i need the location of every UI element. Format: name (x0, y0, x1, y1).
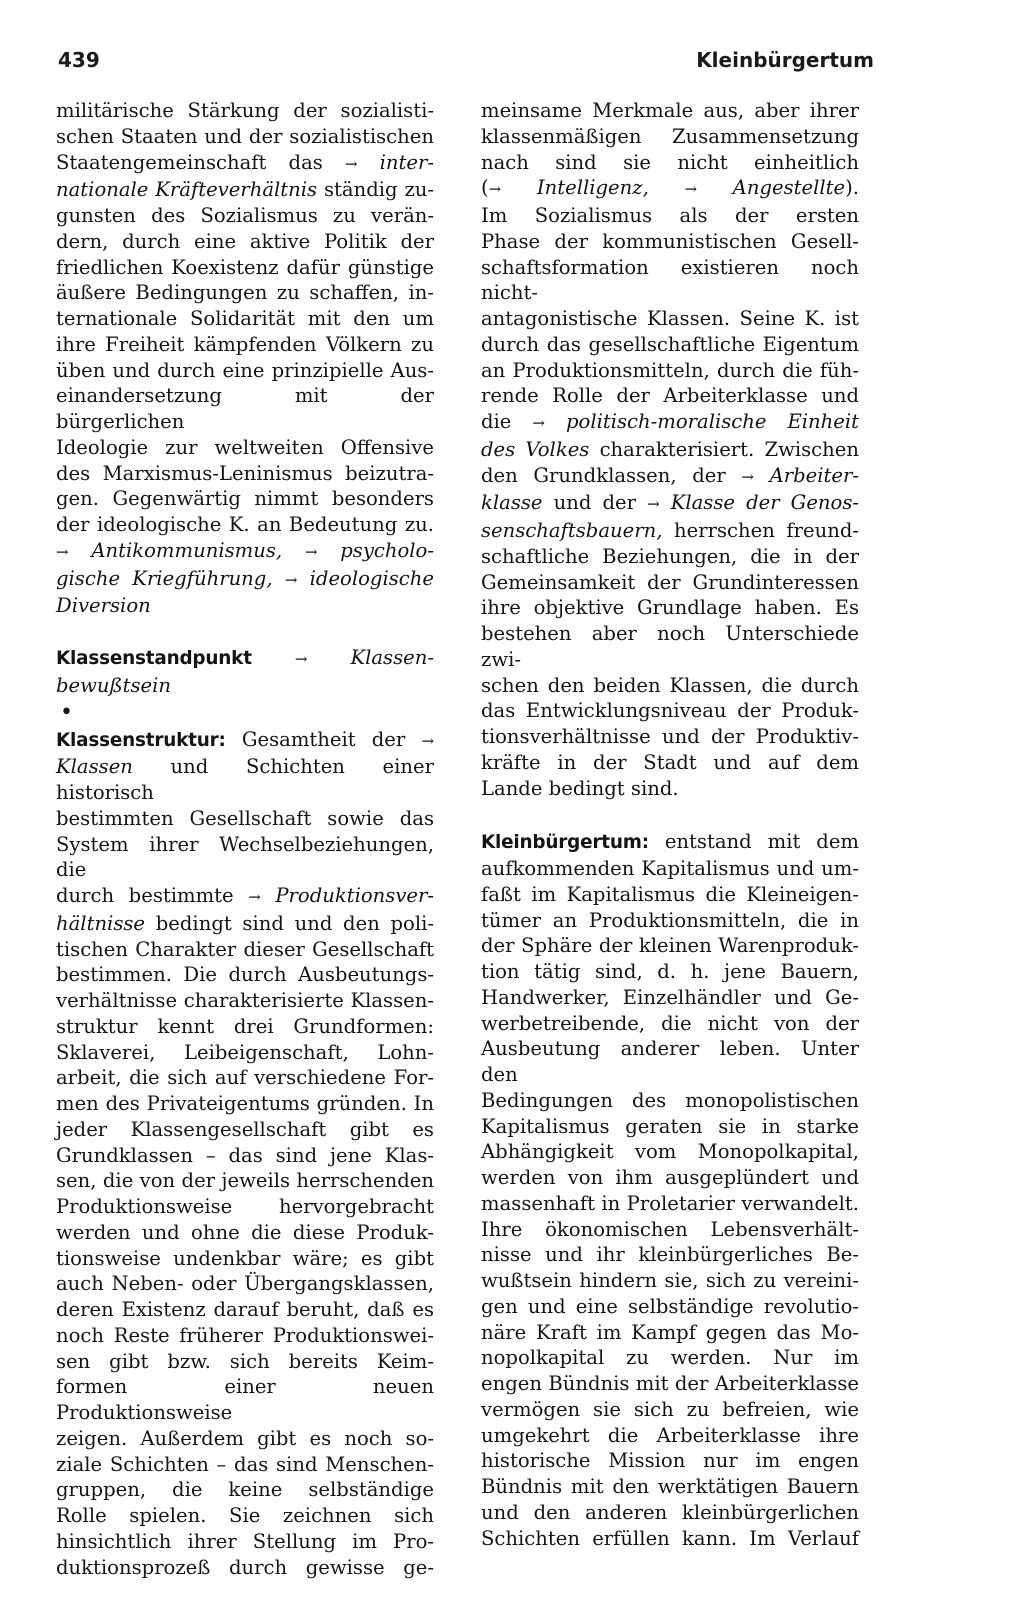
text-span: ständig zu- (323, 178, 435, 202)
text-line: ihre objektive Grundlage haben. Es (481, 596, 859, 620)
text-line: nach sind sie nicht einheitlich (481, 150, 859, 174)
text-line: noch Reste früherer Produktionswei- (56, 1323, 434, 1347)
text-line: gen und eine selbständige revolutio- (481, 1294, 859, 1318)
text-line: hinsichtlich ihrer Stellung im Pro- (56, 1529, 434, 1553)
text-line: ihre Freiheit kämpfenden Völkern zu (56, 332, 434, 356)
text-line: Lande bedingt sind. (481, 776, 679, 800)
text-line: kräfte in der Stadt und auf dem (481, 750, 859, 774)
text-line: nisse und ihr kleinbürgerliches Be- (481, 1243, 859, 1267)
text-line: gunsten des Sozialismus zu verän- (56, 204, 434, 227)
cross-reference[interactable]: nationale Kräfteverhältnis (56, 178, 318, 202)
text-line: Abhängigkeit vom Monopolkapital, (481, 1140, 859, 1164)
cross-reference[interactable]: inter- (379, 150, 434, 174)
text-line (56, 673, 434, 699)
text-line: duktionsprozeß durch gewisse ge- (56, 1555, 434, 1579)
text-line (481, 490, 859, 518)
cross-reference[interactable]: Klassen- (350, 646, 434, 669)
text-line (56, 911, 434, 937)
text-line: Ihre ökonomischen Lebensverhält- (481, 1217, 859, 1241)
arrow-icon: → (488, 180, 502, 199)
text-line: Sklaverei, Leibeigenschaft, Lohn- (56, 1040, 434, 1064)
text-line (56, 727, 434, 755)
text-line (56, 177, 434, 203)
entry-gap (56, 619, 434, 645)
text-line: antagonistische Klassen. Seine K. ist (481, 307, 859, 330)
text-line (481, 409, 859, 437)
text-span: durch bestimmte (56, 884, 234, 907)
text-line: zeigen. Außerdem gibt es noch so- (56, 1426, 434, 1450)
arrow-icon: → (421, 731, 435, 750)
entry-term: Klassenstruktur: (56, 729, 226, 751)
text-line: schaftliche Beziehungen, die in der (481, 544, 859, 568)
text-line: bestehen aber noch Unterschiede zwi- (481, 622, 859, 671)
entry-continuation (56, 98, 434, 619)
text-line: näre Kraft im Kampf gegen das Mo- (481, 1320, 859, 1344)
text-line: Handwerker, Einzelhändler und Ge- (481, 985, 859, 1009)
text-span: entstand mit dem (664, 830, 859, 854)
text-line: Kapitalismus geraten sie in starke (481, 1114, 859, 1138)
text-line: des Marxismus-Leninismus beizutra- (56, 461, 434, 485)
text-line: Produktionsweise hervorgebracht (56, 1195, 434, 1218)
entry-klassenstruktur (56, 727, 434, 1581)
text-line: verhältnisse charakterisierte Klassen- (56, 989, 434, 1012)
arrow-icon: → (304, 542, 318, 561)
text-line: gruppen, die keine selbständige (56, 1478, 434, 1502)
text-line: Grundklassen – das sind jene Klas- (56, 1143, 434, 1167)
text-line: schen Staaten und der sozialistischen (56, 124, 434, 148)
right-column (481, 98, 859, 1551)
cross-reference[interactable]: Intelligenz, (536, 176, 649, 200)
text-line: historische Mission nur im engen (481, 1449, 859, 1473)
text-line: Bedingungen des monopolistischen (481, 1088, 859, 1112)
text-line: aufkommenden Kapitalismus und um- (481, 857, 859, 880)
text-line: Bündnis mit den werktätigen Bauern (481, 1475, 859, 1498)
text-line: sen, die von der jeweils herrschenden (56, 1169, 434, 1193)
text-line (56, 538, 434, 566)
text-line: tümer an Produktionsmitteln, die in (481, 908, 859, 932)
text-line: einandersetzung mit der bürgerlichen (56, 384, 434, 433)
text-line: massenhaft in Proletarier verwandelt. (481, 1191, 859, 1215)
bullet-mark: • (60, 699, 73, 725)
text-line: Ideologie zur weltweiten Offensive (56, 435, 434, 459)
cross-reference[interactable]: Produktionsver- (275, 884, 434, 907)
text-line: formen einer neuen Produktionsweise (56, 1375, 434, 1424)
arrow-icon: → (284, 570, 298, 589)
text-line: tionsweise undenkbar wäre; es gibt (56, 1246, 434, 1270)
cross-reference[interactable]: Klassen (56, 755, 133, 779)
entry-gap (481, 801, 859, 829)
left-column (56, 98, 434, 1580)
text-line: üben und durch eine prinzipielle Aus- (56, 358, 434, 382)
text-line: durch das gesellschaftliche Eigentum (481, 332, 859, 356)
text-line: umgekehrt die Arbeiterklasse ihre (481, 1423, 859, 1447)
arrow-icon: → (741, 467, 754, 486)
text-line: das Entwicklungsniveau der Produk- (481, 699, 859, 723)
text-line: Rolle spielen. Sie zeichnen sich (56, 1504, 434, 1527)
text-line: werden von ihm ausgeplündert und (481, 1166, 859, 1189)
text-line: jeder Klassengesellschaft gibt es (56, 1117, 434, 1141)
text-line: friedlichen Koexistenz dafür günstige (56, 255, 434, 279)
text-line: auch Neben- oder Übergangsklassen, (56, 1272, 434, 1296)
text-line: bestimmen. Die durch Ausbeutungs- (56, 963, 434, 987)
cross-reference[interactable]: klasse (481, 491, 543, 515)
text-line: men des Privateigentums gründen. In (56, 1092, 434, 1115)
text-span: charakterisiert. Zwischen (599, 437, 859, 461)
text-line (56, 566, 434, 594)
arrow-icon: → (294, 650, 308, 668)
text-line: sen gibt bzw. sich bereits Keim- (56, 1349, 434, 1373)
text-line: klassenmäßigen Zusammensetzung (481, 124, 859, 148)
text-line: an Produktionsmitteln, durch die füh- (481, 358, 859, 382)
text-line (481, 437, 859, 463)
cross-reference[interactable]: psycholo- (340, 538, 434, 562)
cross-reference[interactable]: gische Kriegführung, (56, 566, 273, 590)
text-line (56, 150, 434, 178)
text-line (56, 754, 434, 806)
text-line: System ihrer Wechselbeziehungen, die (56, 832, 434, 882)
text-line: schen den beiden Klassen, die durch (481, 673, 859, 697)
text-line: Schichten erfüllen kann. Im Verlauf (481, 1526, 859, 1550)
text-line: ziale Schichten – das sind Menschen- (56, 1452, 434, 1476)
text-line: tischen Charakter dieser Gesellschaft (56, 937, 434, 961)
text-line: schaftsformation existieren noch nicht- (481, 255, 859, 305)
text-line: nopolkapital zu werden. Nur im (481, 1346, 859, 1370)
text-line: der Sphäre der kleinen Warenproduk- (481, 934, 859, 958)
text-line: arbeit, die sich auf verschiedene For- (56, 1066, 434, 1090)
text-span: die (481, 410, 512, 433)
text-line: Ausbeutung anderer leben. Unter den (481, 1037, 859, 1086)
text-line: werden und ohne die diese Produk- (56, 1220, 434, 1244)
text-line: dern, durch eine aktive Politik der (56, 229, 434, 253)
text-span: bedingt sind und den poli- (155, 911, 434, 935)
text-span: und der (553, 491, 636, 515)
arrow-icon: → (56, 542, 69, 561)
text-span: Gesamtheit der (241, 727, 406, 751)
text-line: wußtsein hindern sie, sich zu vereini- (481, 1269, 859, 1292)
text-line: Phase der kommunistischen Gesell- (481, 229, 859, 253)
running-head: Kleinbürgertum (696, 48, 874, 72)
text-line (481, 829, 859, 856)
cross-reference[interactable]: bewußtsein (56, 673, 172, 697)
arrow-icon: → (532, 414, 545, 432)
text-line: tionsverhältnisse und der Produktiv- (481, 725, 859, 748)
text-line: (→ Intelligenz, → Angestellte). (481, 176, 859, 200)
text-span: herrschen freund- (674, 519, 860, 542)
text-line (56, 883, 434, 911)
text-line (56, 645, 434, 673)
cross-reference[interactable]: ideologische (309, 566, 434, 590)
cross-reference[interactable]: Angestellte (732, 176, 846, 200)
text-line: meinsame Merkmale aus, aber ihrer (481, 99, 859, 122)
text-span: den Grundklassen, der (481, 463, 726, 487)
text-line: und den anderen kleinbürgerlichen (481, 1500, 859, 1524)
cross-reference[interactable]: des Volkes (481, 437, 590, 461)
page-number: 439 (58, 48, 100, 72)
text-line: äußere Bedingungen zu schaffen, in- (56, 281, 434, 305)
text-line: faßt im Kapitalismus die Kleineigen- (481, 882, 859, 906)
cross-reference[interactable]: senschaftsbauern, (481, 519, 663, 542)
entry-kleinbuergertum (481, 829, 859, 1551)
cross-reference[interactable]: Klasse der Genos- (670, 491, 860, 515)
entry-term: Kleinbürgertum: (481, 832, 649, 854)
arrow-icon: → (647, 495, 660, 514)
text-line: engen Bündnis mit der Arbeiterklasse (481, 1372, 859, 1395)
text-line (481, 518, 859, 544)
text-line: Gemeinsamkeit der Grundinteressen (481, 570, 859, 594)
cross-reference[interactable]: Diversion (56, 594, 151, 618)
entry-klassenstandpunkt (56, 645, 434, 699)
text-line: der ideologische K. an Bedeutung zu. (56, 513, 434, 536)
text-line: rende Rolle der Arbeiterklasse und (481, 384, 859, 408)
text-line: militärische Stärkung der sozialisti- (56, 99, 434, 122)
text-span: Staatengemeinschaft das (56, 150, 323, 174)
text-line: werbetreibende, die nicht von der (481, 1011, 859, 1035)
arrow-icon: → (684, 180, 698, 199)
text-line: bestimmten Gesellschaft sowie das (56, 806, 434, 830)
text-line: gen. Gegenwärtig nimmt besonders (56, 487, 434, 511)
text-line: deren Existenz darauf beruht, daß es (56, 1298, 434, 1321)
entry-term: Klassenstandpunkt (56, 648, 252, 669)
text-span: und Schichten einer historisch (56, 755, 434, 804)
text-line: struktur kennt drei Grundformen: (56, 1014, 434, 1038)
text-line (481, 463, 859, 491)
cross-reference[interactable]: hältnisse (56, 911, 146, 935)
cross-reference[interactable]: politisch-moralische Einheit (565, 410, 859, 433)
entry-continuation-right (481, 98, 859, 801)
text-line: tion tätig sind, d. h. jene Bauern, (481, 960, 859, 983)
text-line: ternationale Solidarität mit den um (56, 307, 434, 330)
cross-reference[interactable]: Antikommunismus, (91, 538, 283, 562)
text-line: Im Sozialismus als der ersten (481, 204, 859, 227)
cross-reference[interactable]: Arbeiter- (769, 463, 860, 487)
text-line (56, 593, 434, 619)
text-line: vermögen sie sich zu befreien, wie (481, 1397, 859, 1421)
arrow-icon: → (344, 154, 358, 173)
arrow-icon: → (248, 888, 261, 906)
